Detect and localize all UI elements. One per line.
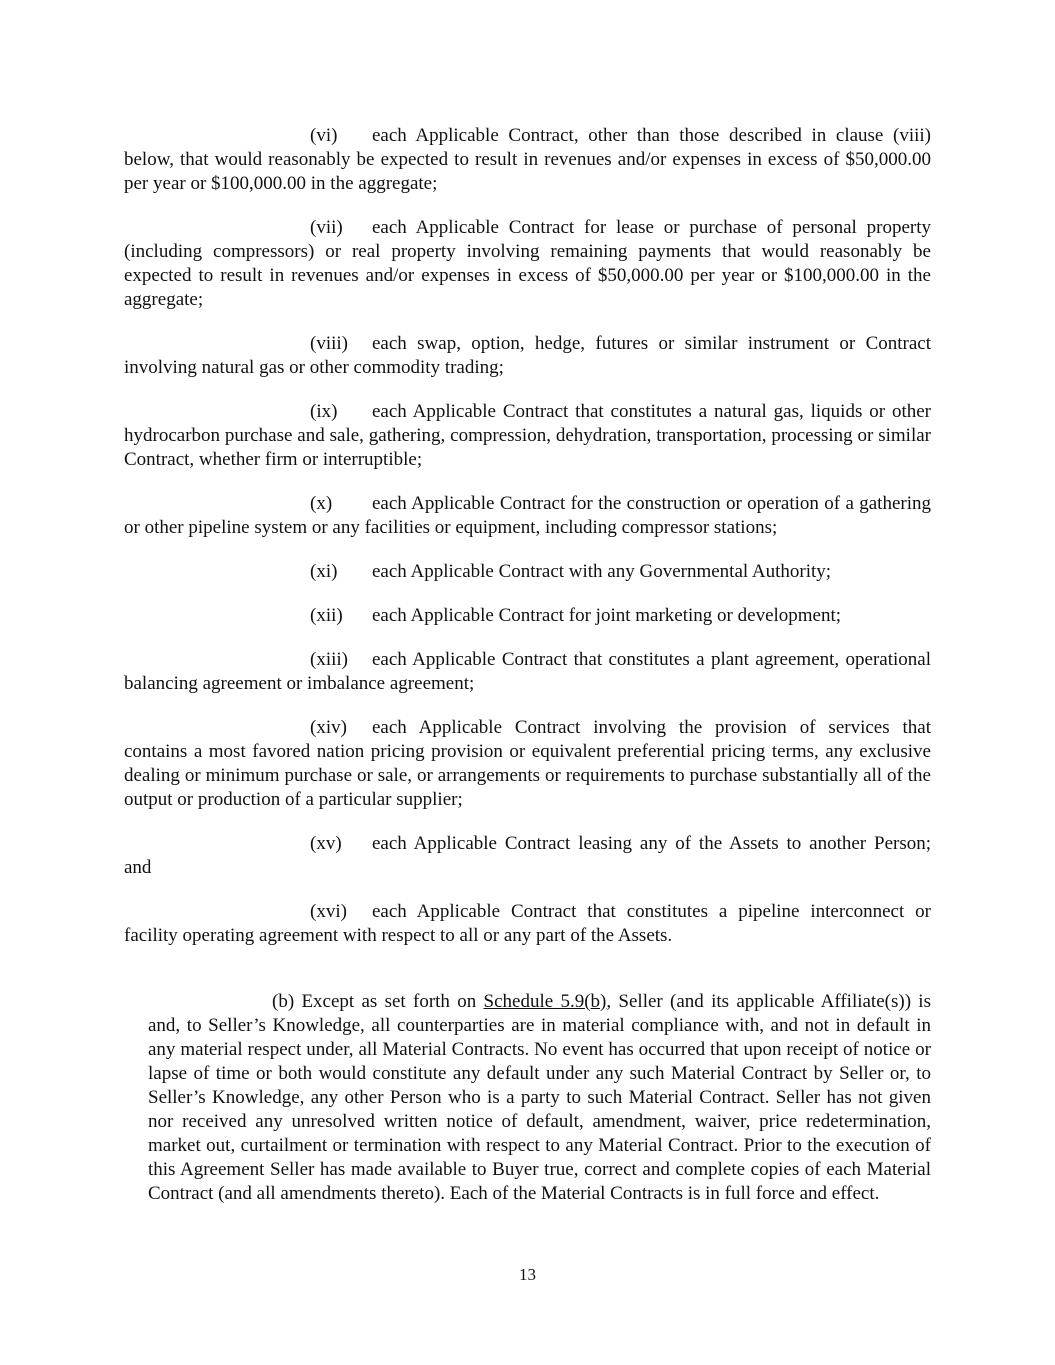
clause-xvi <box>124 900 931 948</box>
clause-text: each swap, option, hedge, futures or similar instrument or Contract involving natural gas or other commodity trading; <box>124 333 931 378</box>
section-b-lead: (b) Except as set forth on <box>272 991 477 1012</box>
clause-list <box>124 124 931 968</box>
clause-text: each Applicable Contract for lease or purchase of personal property (including compressors) or real property involving remaining payments that would reasonably be expected to result in revenues and/or expenses in excess of $50,000.00 per year or $100,000.00 in the aggregate; <box>124 217 931 310</box>
clause-xiv <box>124 716 931 812</box>
clause-number: (ix) <box>310 401 338 422</box>
clause-text: each Applicable Contract that constitutes a plant agreement, operational balancing agreement or imbalance agreement; <box>124 649 931 694</box>
clause-number: (vi) <box>310 125 338 146</box>
page-number: 13 <box>519 1265 536 1284</box>
clause-text: each Applicable Contract with any Governmental Authority; <box>372 561 832 582</box>
clause-xv <box>124 832 931 880</box>
clause-number: (xv) <box>310 833 342 854</box>
clause-xii <box>124 604 931 628</box>
clause-text: each Applicable Contract for the construction or operation of a gathering or other pipeline system or any facilities or equipment, including compressor stations; <box>124 493 931 538</box>
schedule-reference-link[interactable]: Schedule 5.9(b) <box>483 991 607 1012</box>
clause-vii <box>124 216 931 312</box>
clause-ix <box>124 400 931 472</box>
clause-number: (viii) <box>310 333 348 354</box>
clause-number: (xii) <box>310 605 343 626</box>
clause-viii <box>124 332 931 380</box>
clause-number: (x) <box>310 493 333 514</box>
section-b-text: , Seller (and its applicable Affiliate(s)) is and, to Seller’s Knowledge, all counterparties are in material compliance with, and not in default in any material respect under, all Material Contracts. No event has occurred that upon receipt of notice or lapse of time or both would constitute any default under any such Material Contract by Seller or, to Seller’s Knowledge, any other Person who is a party to such Material Contract. Seller has not given nor received any unresolved written notice of default, amendment, waiver, price redetermination, market out, curtailment or termination with respect to any Material Contract. Prior to the execution of this Agreement Seller has made available to Buyer true, correct and complete copies of each Material Contract (and all amendments thereto). Each of the Material Contracts is in full force and effect. <box>148 991 931 1204</box>
clause-number: (xvi) <box>310 901 347 922</box>
clause-text: each Applicable Contract that constitutes a pipeline interconnect or facility operating agreement with respect to all or any part of the Assets. <box>124 901 931 946</box>
clause-text: each Applicable Contract leasing any of the Assets to another Person; and <box>124 833 931 878</box>
clause-text: each Applicable Contract, other than those described in clause (viii) below, that would reasonably be expected to result in revenues and/or expenses in excess of $50,000.00 per year or $100,000.00 in the aggregate; <box>124 125 931 194</box>
clause-number: (xi) <box>310 561 338 582</box>
clause-text: each Applicable Contract for joint marketing or development; <box>372 605 842 626</box>
clause-text: each Applicable Contract that constitutes a natural gas, liquids or other hydrocarbon purchase and sale, gathering, compression, dehydration, transportation, processing or similar Contract, whether firm or interruptible; <box>124 401 931 470</box>
clause-number: (xiii) <box>310 649 348 670</box>
clause-xi <box>124 560 931 584</box>
clause-xiii <box>124 648 931 696</box>
section-b-paragraph <box>148 990 931 1206</box>
clause-number: (vii) <box>310 217 343 238</box>
clause-vi <box>124 124 931 196</box>
clause-text: each Applicable Contract involving the provision of services that contains a most favored nation pricing provision or equivalent preferential pricing terms, any exclusive dealing or minimum purchase or sale, or arrangements or requirements to purchase substantially all of the output or production of a particular supplier; <box>124 717 931 810</box>
clause-x <box>124 492 931 540</box>
clause-number: (xiv) <box>310 717 347 738</box>
